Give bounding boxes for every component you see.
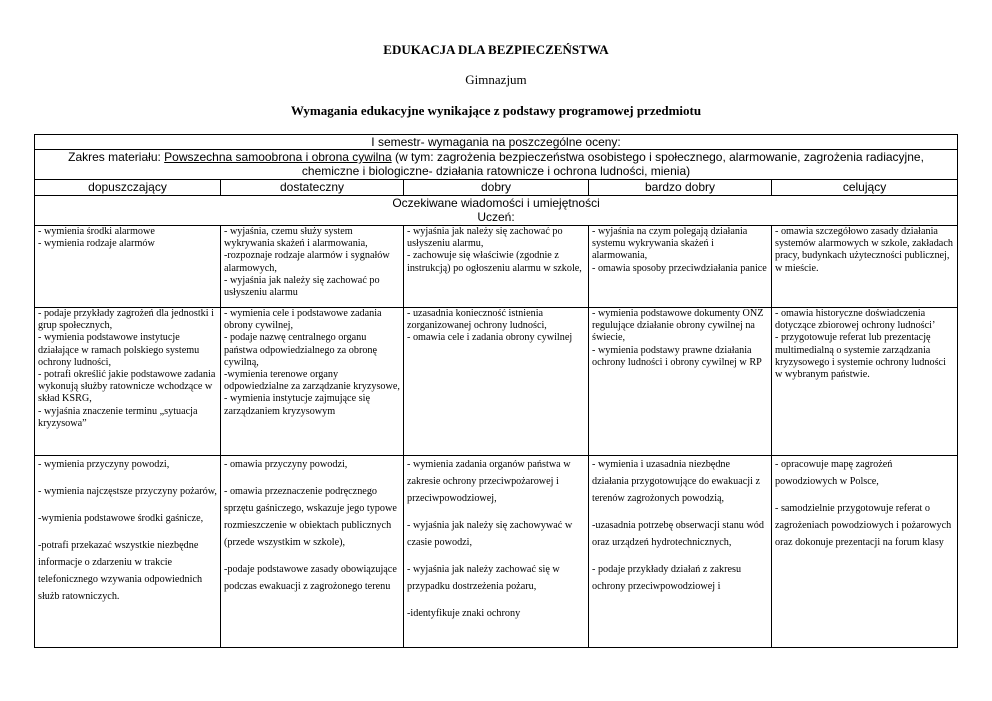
cell-text: - podaje przykłady działań z zakresu ochrony przeciwpowodziowej i	[592, 564, 742, 592]
table-cell	[404, 456, 589, 648]
table-cell	[221, 456, 404, 648]
scope-header	[35, 150, 958, 180]
cell-text: - wymienia przyczyny powodzi,	[38, 459, 170, 470]
grade-header-bardzo-dobry: bardzo dobry	[589, 180, 772, 196]
cell-text: - opracowuje mapę zagrożeń powodziowych w Polsce,	[775, 459, 893, 487]
document-title: EDUKACJA DLA BEZPIECZEŃSTWA	[383, 42, 609, 57]
scope-topic: Powszechna samoobrona i obrona cywilna	[164, 150, 392, 164]
table-cell	[772, 308, 958, 456]
cell-text: - omawia historyczne doświadczenia dotyczące zbiorowej ochrony ludności’ - przygotowuje referat lub prezentację multimedialną o systemie zarządzania kryzysowego i systemie ochrony ludności w wybranym państwie.	[775, 308, 946, 381]
scope-prefix: Zakres materiału:	[68, 150, 165, 164]
cell-text: - omawia szczegółowo zasady działania systemów alarmowych w szkole, zakładach pracy, budynkach użyteczności publicznej, w mieście.	[775, 226, 953, 274]
cell-text: - wymienia i uzasadnia niezbędne działania przygotowujące do ewakuacji z terenów zagrożonych powodzią,	[592, 459, 761, 504]
table-cell	[35, 456, 221, 648]
requirements-table	[34, 134, 958, 648]
grade-header-dopuszczajacy: dopuszczający	[35, 180, 221, 196]
table-cell	[589, 226, 772, 308]
table-cell	[589, 456, 772, 648]
cell-text: -podaje podstawowe zasady obowiązujące podczas ewakuacji z zagrożonego terenu	[224, 564, 397, 592]
table-cell	[772, 226, 958, 308]
document-subtitle: Wymagania edukacyjne wynikające z podstawy programowej przedmiotu	[290, 103, 702, 118]
cell-text: -potrafi przekazać wszystkie niezbędne informacje o zdarzeniu w trakcie telefonicznego wzywania odpowiednich służb ratowniczych.	[38, 540, 203, 602]
student-label: Uczeń:	[477, 210, 515, 224]
expected-knowledge-header	[35, 196, 958, 226]
table-cell	[772, 456, 958, 648]
school-level: Gimnazjum	[465, 72, 527, 87]
cell-text: - wymienia podstawowe dokumenty ONZ regulujące działanie obrony cywilnej na świecie, - wymienia podstawy prawne działania ochrony ludności i obrony cywilnej w RP	[592, 308, 764, 368]
table-row-civil-defense	[35, 308, 958, 456]
cell-text: - uzasadnia konieczność istnienia zorganizowanej ochrony ludności, - omawia cele i zadania obrony cywilnej	[407, 308, 573, 344]
cell-text: - wymienia środki alarmowe - wymienia rodzaje alarmów	[38, 226, 155, 250]
table-cell	[589, 308, 772, 456]
semester-header: I semestr- wymagania na poszczególne oceny:	[35, 135, 958, 150]
cell-text: -identyfikuje znaki ochrony	[407, 608, 521, 619]
cell-text: - omawia przyczyny powodzi,	[224, 459, 348, 470]
table-cell	[404, 226, 589, 308]
grade-header-celujacy: celujący	[772, 180, 958, 196]
cell-text: - wyjaśnia, czemu służy system wykrywania skażeń i alarmowania, -rozpoznaje rodzaje alarmów i sygnałów alarmowych, - wyjaśnia jak należy się zachować po usłyszeniu alarmu	[224, 226, 390, 299]
table-cell	[35, 308, 221, 456]
cell-text: - wyjaśnia na czym polegają działania systemu wykrywania skażeń i alarmowania, - omawia sposoby przeciwdziałania panice	[592, 226, 767, 274]
table-cell	[221, 226, 404, 308]
cell-text: - samodzielnie przygotowuje referat o zagrożeniach powodziowych i pożarowych oraz dokonuje prezentacji na forum klasy	[775, 503, 952, 548]
table-row-alarms	[35, 226, 958, 308]
cell-text: - wymienia cele i podstawowe zadania obrony cywilnej, - podaje nazwę centralnego organu państwa odpowiedzialnego za obronę cywilną, -wymienia terenowe organy odpowiedzialne za zarządzanie kryzysowe, - wymienia instytucje zajmujące się zarządzaniem kryzysowym	[224, 308, 400, 417]
cell-text: - podaje przykłady zagrożeń dla jednostki i grup społecznych, - wymienia podstawowe instytucje działające w ramach polskiego systemu ochrony ludności, - potrafi określić jakie podstawowe zadania wykonują służby ratownicze wchodzące w skład KSRG, - wyjaśnia znaczenie terminu „sytuacja kryzysowa”	[38, 308, 216, 429]
table-cell	[221, 308, 404, 456]
scope-details: (w tym: zagrożenia bezpieczeństwa osobistego i społecznego, alarmowanie, zagrożenia radiacyjne, chemiczne i biologiczne- działania ratownicze i ochrona ludności, mienia)	[301, 150, 924, 178]
cell-text: - wyjaśnia jak należy zachować się w przypadku dostrzeżenia pożaru,	[407, 564, 560, 592]
cell-text: -wymienia podstawowe środki gaśnicze,	[38, 513, 204, 524]
cell-text: - wyjaśnia jak należy się zachowywać w czasie powodzi,	[407, 520, 573, 548]
cell-text: - wymienia najczęstsze przyczyny pożarów,	[38, 486, 217, 497]
table-cell	[35, 226, 221, 308]
grade-header-dostateczny: dostateczny	[221, 180, 404, 196]
grade-header-dobry: dobry	[404, 180, 589, 196]
cell-text: - omawia przeznaczenie podręcznego sprzętu gaśniczego, wskazuje jego typowe rozmieszczenie w obiektach publicznych (przede wszystkim w szkole),	[224, 486, 397, 548]
cell-text: -uzasadnia potrzebę obserwacji stanu wód oraz urządzeń hydrotechnicznych,	[592, 520, 764, 548]
cell-text: - wymienia zadania organów państwa w zakresie ochrony przeciwpożarowej i przeciwpowodziowej,	[407, 459, 571, 504]
table-row-floods-fires	[35, 456, 958, 648]
table-cell	[404, 308, 589, 456]
cell-text: - wyjaśnia jak należy się zachować po usłyszeniu alarmu, - zachowuje się właściwie (zgodnie z instrukcją) po ogłoszeniu alarmu w szkole,	[407, 226, 582, 274]
expected-heading: Oczekiwane wiadomości i umiejętności	[392, 196, 600, 210]
